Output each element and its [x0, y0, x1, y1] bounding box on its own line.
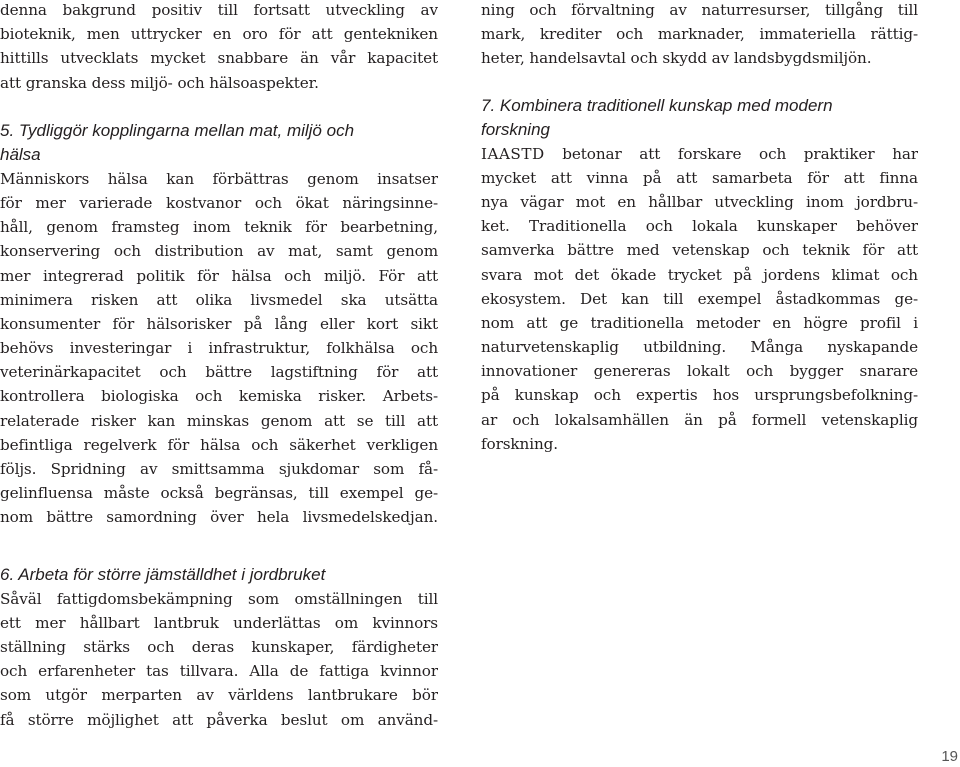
text-line: innovationer genereras lokalt och bygger snarare — [481, 362, 918, 381]
text-line: få större möjlighet att påverka beslut om använd- — [0, 710, 438, 729]
text-line: kontrollera biologiska och kemiska risker. Arbets- — [0, 387, 438, 406]
text-line: relaterade risker kan minskas genom att se till att — [0, 411, 438, 430]
section-7-body — [481, 142, 918, 456]
text-line: håll, genom framsteg inom teknik för bearbetning, — [0, 218, 438, 237]
text-line: att granska dess miljö- och hälsoaspekter. — [0, 73, 319, 92]
text-line: som utgör merparten av världens lantbrukare bör — [0, 686, 438, 705]
heading-line: hälsa — [0, 144, 41, 164]
text-line: och erfarenheter tas tillvara. Alla de fattiga kvinnor — [0, 662, 438, 681]
text-line: konservering och distribution av mat, samt genom — [0, 242, 438, 261]
text-line: denna bakgrund positiv till fortsatt utveckling av — [0, 1, 438, 19]
text-line: ket. Traditionella och lokala kunskaper behöver — [481, 217, 918, 236]
heading-line: forskning — [481, 119, 550, 139]
heading-line: 7. Kombinera traditionell kunskap med modern — [481, 95, 833, 115]
section-7-heading — [481, 94, 918, 142]
text-line: för mer varierade kostvanor och ökat näringsinne- — [0, 193, 438, 212]
text-line: ning och förvaltning av naturresurser, tillgång till — [481, 1, 918, 19]
right-column — [481, 0, 918, 456]
text-line: konsumenter för hälsorisker på lång eller kort sikt — [0, 314, 438, 333]
text-line: ett mer hållbart lantbruk underlättas om kvinnors — [0, 613, 438, 632]
text-line: gelinfluensa måste också begränsas, till exempel ge- — [0, 484, 438, 503]
section-5-body — [0, 167, 438, 530]
text-line: minimera risken att olika livsmedel ska utsätta — [0, 290, 438, 309]
page-number: 19 — [941, 748, 958, 765]
text-line: mer integrerad politik för hälsa och miljö. För att — [0, 266, 438, 285]
text-line: svara mot det ökade trycket på jordens klimat och — [481, 265, 918, 284]
text-line: ställning stärks och deras kunskaper, färdigheter — [0, 637, 438, 656]
text-line: mark, krediter och marknader, immateriella rättig- — [481, 25, 918, 44]
text-line: nya vägar mot en hållbar utveckling inom jordbru- — [481, 192, 918, 211]
text-line: befintliga regelverk för hälsa och säkerhet verkligen — [0, 435, 438, 454]
text-line: veterinärkapacitet och bättre lagstiftning för att — [0, 363, 438, 382]
text-line: heter, handelsavtal och skydd av landsbygdsmiljön. — [481, 49, 872, 68]
text-line: följs. Spridning av smittsamma sjukdomar som få- — [0, 460, 438, 479]
text-line: samverka bättre med vetenskap och teknik för att — [481, 241, 918, 260]
text-line: på kunskap och expertis hos ursprungsbefolkning- — [481, 386, 918, 405]
section-6-heading: 6. Arbeta för större jämställdhet i jordbruket — [0, 564, 326, 584]
text-line: ekosystem. Det kan till exempel åstadkommas ge- — [481, 289, 918, 308]
text-line: Människors hälsa kan förbättras genom insatser — [0, 169, 438, 188]
text-line: naturvetenskaplig utbildning. Många nyskapande — [481, 338, 918, 357]
text-line: behövs investeringar i infrastruktur, folkhälsa och — [0, 339, 438, 358]
text-line: Såväl fattigdomsbekämpning som omställningen till — [0, 589, 438, 608]
text-line: mycket att vinna på att samarbeta för att finna — [481, 168, 918, 187]
intro-paragraph-right — [481, 0, 918, 71]
section-6-body — [0, 587, 438, 732]
text-line: hittills utvecklats mycket snabbare än vår kapacitet — [0, 49, 438, 68]
intro-paragraph-left — [0, 0, 438, 95]
text-line: ar och lokalsamhällen än på formell vetenskaplig — [481, 410, 918, 429]
acronym: IAASTD — [481, 144, 545, 163]
section-5-heading — [0, 119, 438, 167]
text-line: nom bättre samordning över hela livsmedelskedjan. — [0, 508, 438, 527]
text-line: forskning. — [481, 434, 558, 453]
heading-line: 5. Tydliggör kopplingarna mellan mat, miljö och — [0, 120, 355, 140]
text-fragment: betonar att forskare och praktiker har — [562, 144, 918, 163]
left-column — [0, 0, 438, 732]
text-line — [481, 142, 918, 166]
text-line: nom att ge traditionella metoder en högre profil i — [481, 313, 918, 332]
text-line: bioteknik, men uttrycker en oro för att gentekniken — [0, 25, 438, 44]
